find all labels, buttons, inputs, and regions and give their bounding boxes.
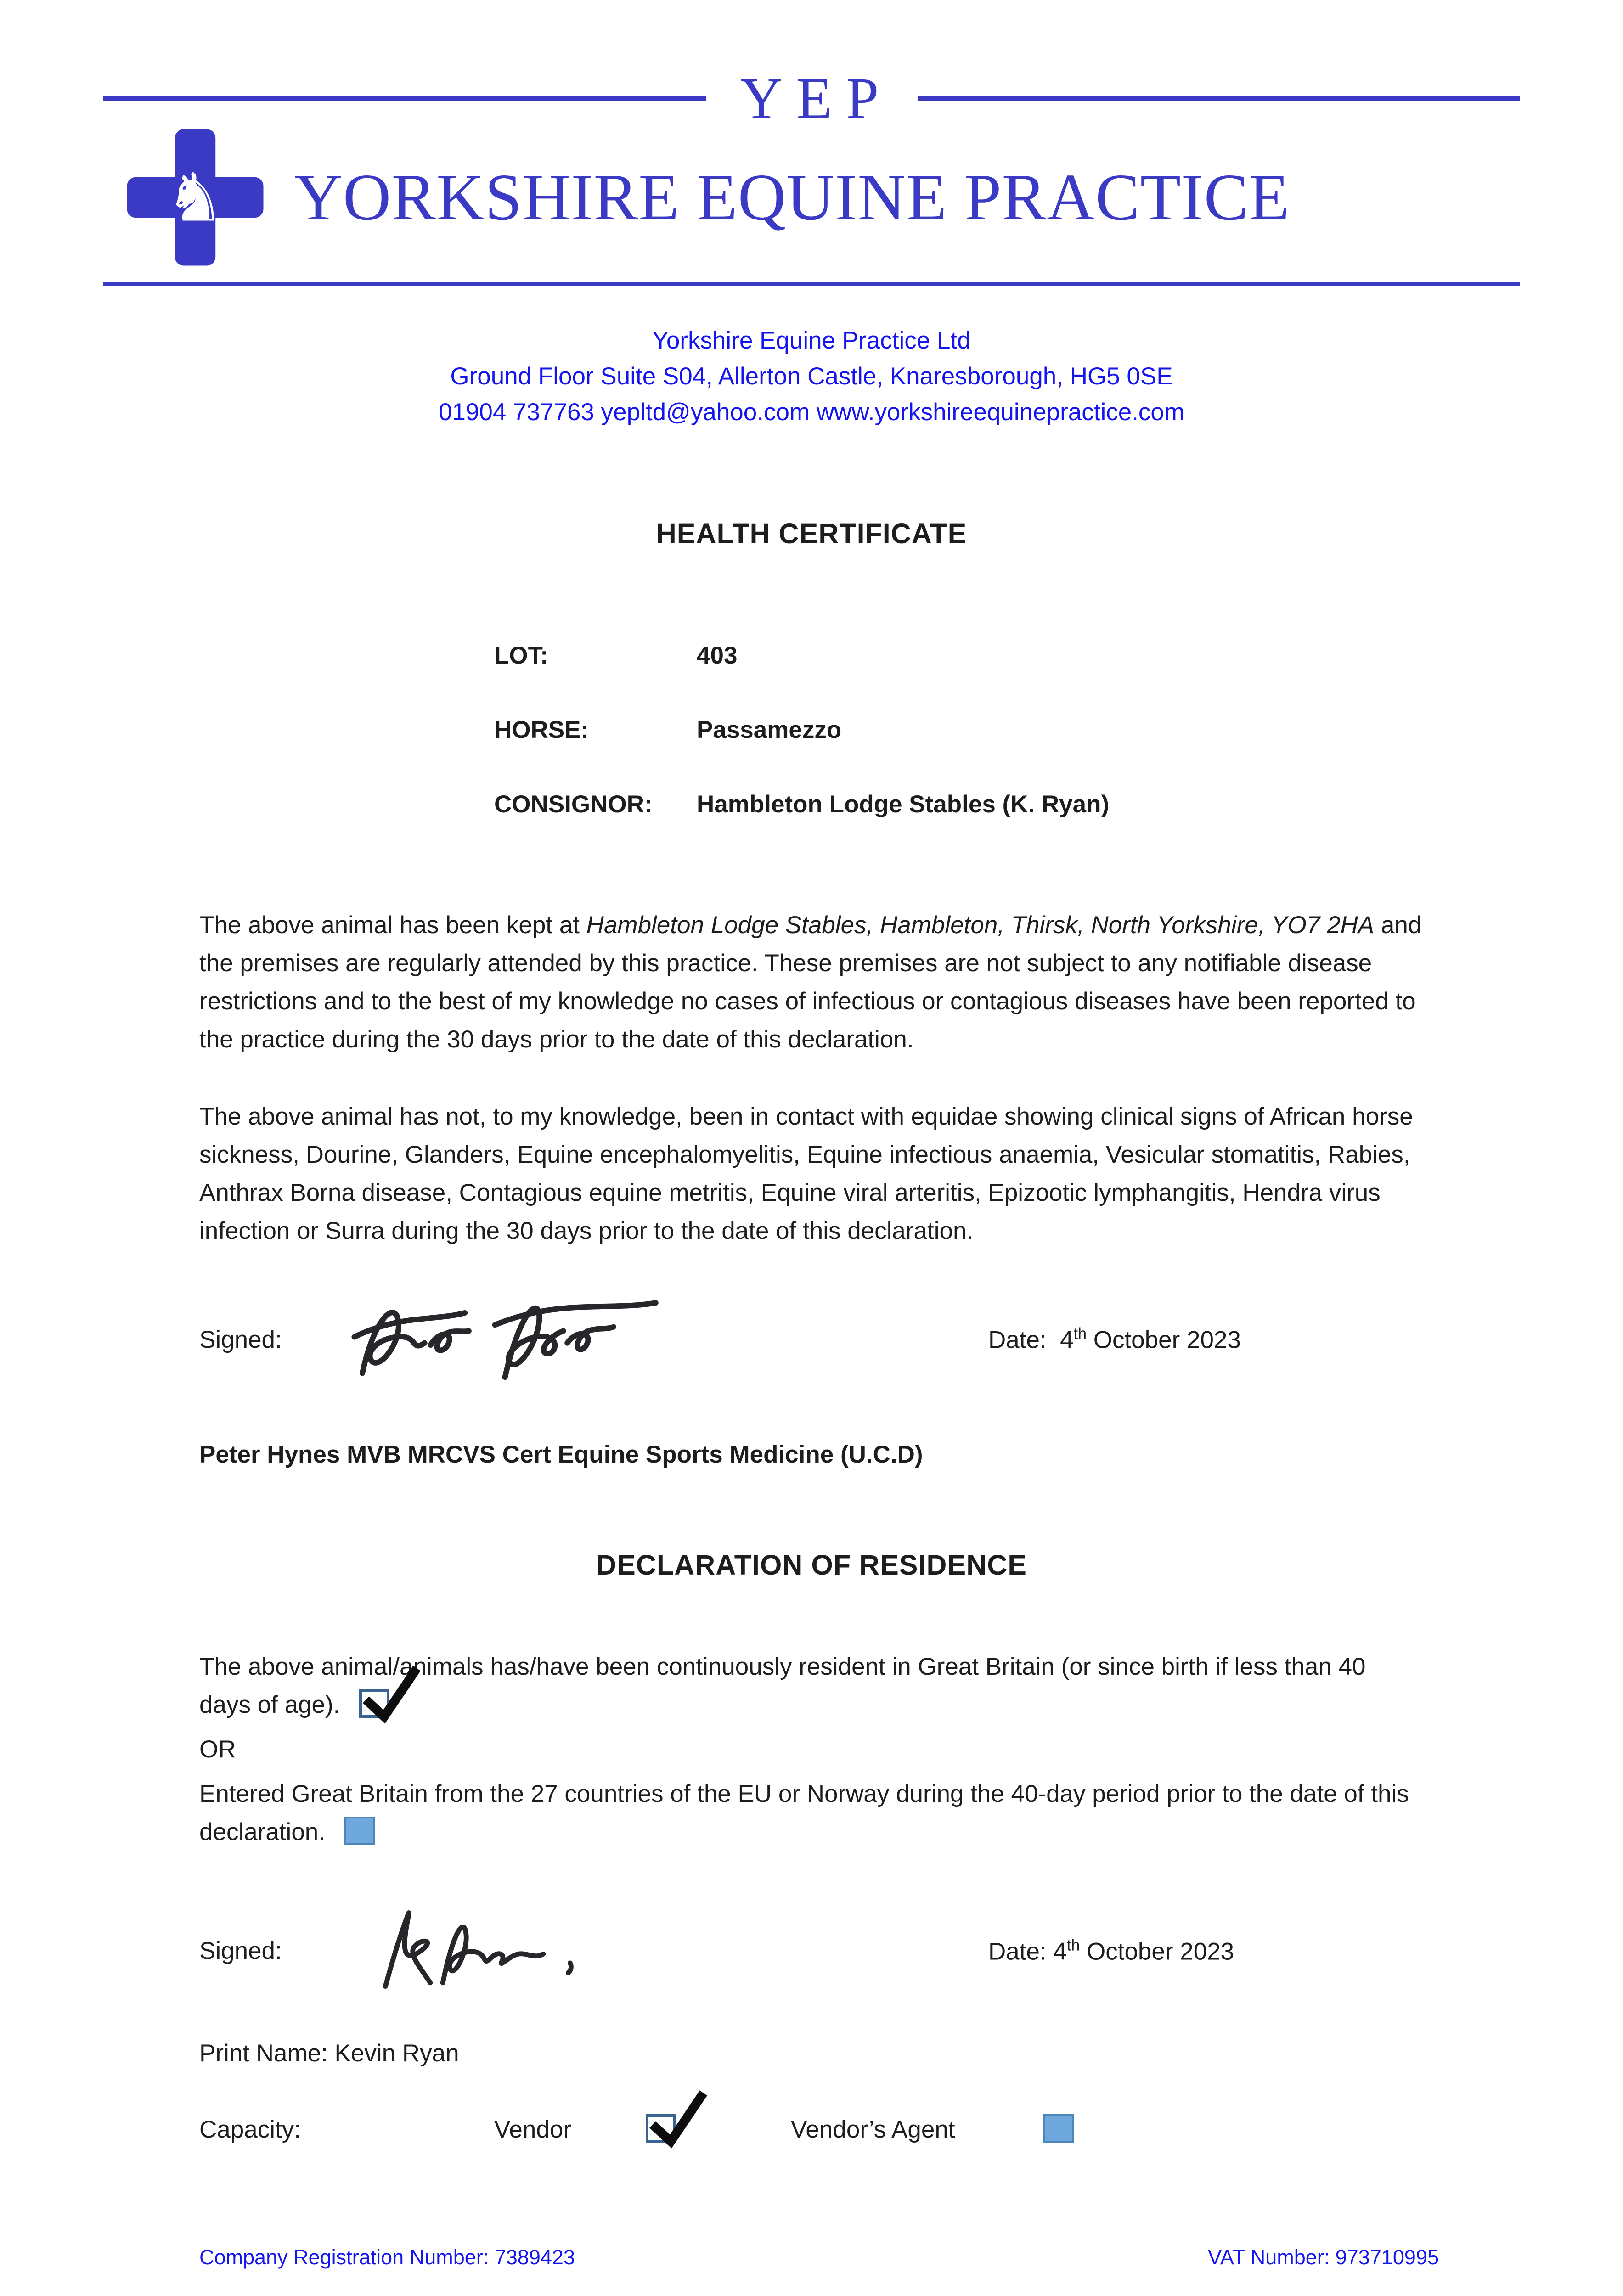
vat-number: VAT Number: 973710995 xyxy=(1208,2245,1439,2269)
vet-date-day: 4 xyxy=(1060,1326,1074,1354)
header-rule-left xyxy=(103,96,706,101)
header-rule-right xyxy=(918,96,1520,101)
horse-label: HORSE: xyxy=(494,716,589,743)
entered-option-text: Entered Great Britain from the 27 countries of the EU or Norway during the 40-day period prior to the date of this declaration. xyxy=(199,1780,1409,1846)
lot-label: LOT: xyxy=(494,642,548,669)
vet-signature-row xyxy=(199,1282,1424,1397)
certificate-fields xyxy=(199,642,1424,819)
checkmark-icon xyxy=(356,1665,422,1725)
agent-checkbox[interactable] xyxy=(1043,2114,1074,2143)
consignor-value: Hambleton Lodge Stables (K. Ryan) xyxy=(697,791,1110,818)
consignor-date-line xyxy=(988,1936,1234,1965)
declaration-title: DECLARATION OF RESIDENCE xyxy=(596,1549,1027,1581)
cross-horse-icon xyxy=(123,125,268,270)
entered-checkbox[interactable] xyxy=(344,1817,375,1845)
kept-at-suffix: and the premises are regularly attended by this practice. These premises are not subject to any notifiable disease restrictions and to the best of my knowledge no cases of infectious or contagious diseases have been reported to the practice during the 30 days prior to the date of this declaration. xyxy=(199,912,1422,1053)
consignor-date-day: 4 xyxy=(1053,1938,1067,1965)
certificate-title: HEALTH CERTIFICATE xyxy=(656,518,967,549)
consignor-date-ordinal: th xyxy=(1066,1936,1080,1954)
vet-printed-name: Peter Hynes MVB MRCVS Cert Equine Sports Medicine (U.C.D) xyxy=(199,1441,923,1468)
resident-checkbox[interactable] xyxy=(359,1689,389,1718)
phone-email-web-line: 01904 737763 yepltd@yahoo.com www.yorkshireequinepractice.com xyxy=(438,399,1185,426)
field-row-lot xyxy=(199,642,1424,670)
letterhead-acronym-row xyxy=(103,66,1520,131)
vet-signature xyxy=(346,1284,668,1395)
vet-date-rest: October 2023 xyxy=(1093,1326,1241,1354)
capacity-row xyxy=(199,2116,1424,2144)
practice-name: YORKSHIRE EQUINE PRACTICE xyxy=(294,160,1290,234)
certificate-body xyxy=(199,518,1424,2144)
field-row-horse xyxy=(199,716,1424,744)
no-contact-paragraph: The above animal has not, to my knowledge, been in contact with equidae showing clinical signs of African horse sickness, Dourine, Glanders, Equine encephalomyelitis, Equine infectious anaemia, Vesicular stomatitis, Rabies, Anthrax Borna disease, Contagious equine metritis, Equine viral arteritis, Epizootic lymphangitis, Hendra virus infection or Surra during the 30 days prior to the date of this declaration. xyxy=(199,1103,1413,1244)
entered-option xyxy=(199,1775,1424,1851)
resident-option-text: The above animal/animals has/have been continuously resident in Great Britain (or since birth if less than 40 days of age). xyxy=(199,1653,1366,1718)
kept-at-paragraph xyxy=(199,906,1424,1058)
consignor-signature xyxy=(355,1904,613,1998)
lot-value: 403 xyxy=(697,642,738,669)
resident-option xyxy=(199,1648,1424,1724)
kept-at-premises: Hambleton Lodge Stables, Hambleton, Thirsk, North Yorkshire, YO7 2HA xyxy=(586,912,1375,939)
consignor-date-label: Date: xyxy=(988,1938,1047,1965)
company-registration-number: Company Registration Number: 7389423 xyxy=(199,2245,575,2269)
kept-at-prefix: The above animal has been kept at xyxy=(199,912,586,939)
vet-date-line xyxy=(988,1325,1241,1354)
address-line: Ground Floor Suite S04, Allerton Castle, Knaresborough, HG5 0SE xyxy=(450,363,1173,390)
practice-acronym: YEP xyxy=(740,66,893,131)
field-row-consignor xyxy=(199,790,1424,819)
consignor-signed-label: Signed: xyxy=(199,1937,282,1964)
header-rule-bottom xyxy=(103,282,1520,286)
vet-date-ordinal: th xyxy=(1073,1325,1087,1343)
consignor-signature-row xyxy=(199,1902,1424,2000)
company-name-line: Yorkshire Equine Practice Ltd xyxy=(652,327,971,354)
vet-date-label: Date: xyxy=(988,1326,1047,1354)
print-name-line: Print Name: Kevin Ryan xyxy=(199,2040,459,2067)
vendor-checkbox[interactable] xyxy=(646,2114,676,2143)
contact-block xyxy=(0,323,1623,430)
capacity-label: Capacity: xyxy=(199,2116,301,2143)
vet-signed-label: Signed: xyxy=(199,1326,282,1353)
agent-checkbox-wrap xyxy=(1024,2116,1074,2144)
practice-logo-cross-horse-icon xyxy=(123,125,268,270)
vendors-agent-label: Vendor’s Agent xyxy=(790,2116,955,2143)
or-separator: OR xyxy=(199,1736,236,1763)
vendor-label: Vendor xyxy=(494,2116,571,2143)
horse-value: Passamezzo xyxy=(697,716,842,743)
vendor-checkbox-wrap xyxy=(626,2116,676,2144)
footer xyxy=(199,2245,1439,2269)
svg-text:♞: ♞ xyxy=(165,159,225,237)
checkmark-icon xyxy=(643,2089,708,2150)
letterhead-title-row xyxy=(103,125,1520,270)
letterhead xyxy=(103,66,1520,286)
consignor-date-rest: October 2023 xyxy=(1087,1938,1234,1965)
consignor-label: CONSIGNOR: xyxy=(494,791,653,818)
